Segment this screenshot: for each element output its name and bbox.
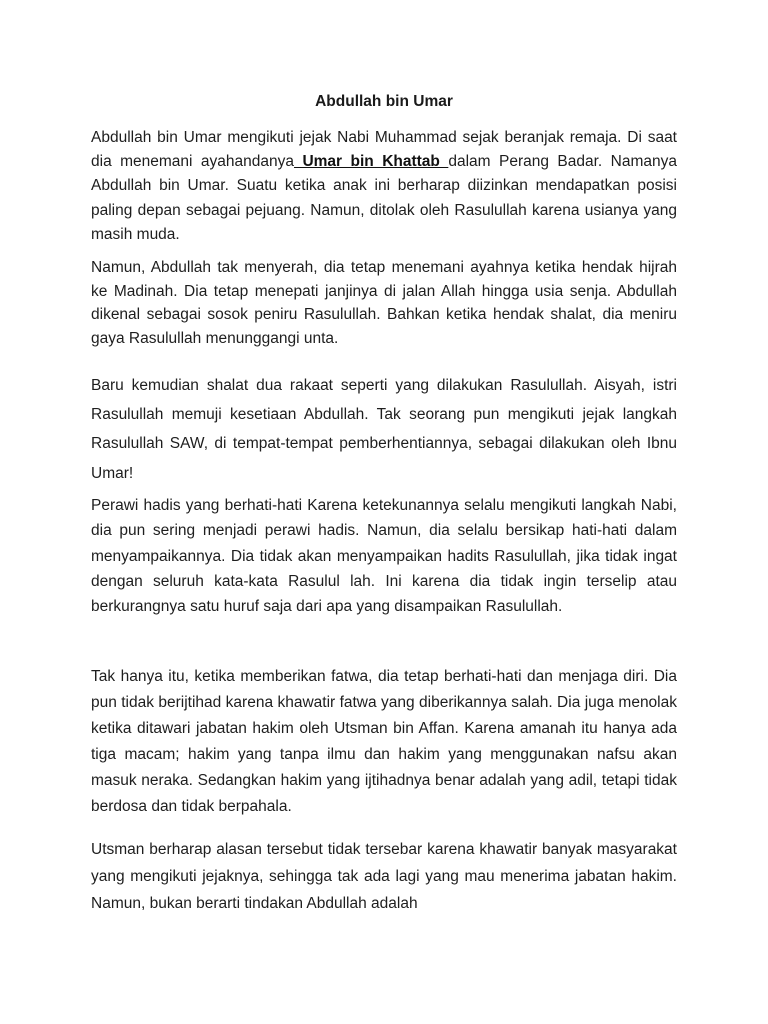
- paragraph-1: [91, 126, 677, 247]
- paragraph-6: Utsman berharap alasan tersebut tidak tersebar karena khawatir banyak masyarakat yang mengikuti jejaknya, sehingga tak ada lagi yang mau menerima jabatan hakim. Namun, bukan berarti tindakan Abdullah adalah: [91, 841, 677, 913]
- paragraph-1-text-start: Abdullah bin Umar mengikuti jejak Nabi Muhammad sejak beranjak remaja. Di saat dia menemani ayahandanya: [91, 129, 677, 171]
- paragraph-3: Baru kemudian shalat dua rakaat seperti yang dilakukan Rasulullah. Aisyah, istri Rasulullah memuji kesetiaan Abdullah. Tak seorang pun mengikuti jejak langkah Rasulullah SAW, di tempat-tempat pemberhentiannya, sebagai dilakukan oleh Ibnu Umar!: [91, 377, 677, 482]
- paragraph-2: Namun, Abdullah tak menyerah, dia tetap menemani ayahnya ketika hendak hijrah ke Madinah. Dia tetap menepati janjinya di jalan Allah hingga usia senja. Abdullah dikenal sebagai sosok peniru Rasulullah. Bahkan ketika hendak shalat, dia meniru gaya Rasulullah menunggangi unta.: [91, 259, 677, 347]
- paragraph-1-text-end: dalam Perang Badar. Namanya Abdullah bin Umar. Suatu ketika anak ini berharap diizinkan mendapatkan posisi paling depan sebagai pejuang. Namun, ditolak oleh Rasulullah karena usianya yang masih muda.: [91, 153, 677, 243]
- paragraph-4: Perawi hadis yang berhati-hati Karena ketekunannya selalu mengikuti langkah Nabi, dia pun sering menjadi perawi hadis. Namun, dia selalu bersikap hati-hati dalam menyampaikannya. Dia tidak akan menyampaikan hadits Rasulullah, jika tidak ingat dengan seluruh kata-kata Rasulul lah. Ini karena dia tidak ingin terselip atau berkurangnya satu huruf saja dari apa yang disampaikan Rasulullah.: [91, 497, 677, 616]
- umar-bin-khattab-link[interactable]: Umar bin Khattab: [294, 153, 449, 171]
- document-title: Abdullah bin Umar: [315, 93, 453, 110]
- paragraph-5: Tak hanya itu, ketika memberikan fatwa, dia tetap berhati-hati dan menjaga diri. Dia pun tidak berijtihad karena khawatir fatwa yang diberikannya salah. Dia juga menolak ketika ditawari jabatan hakim oleh Utsman bin Affan. Karena amanah itu hanya ada tiga macam; hakim yang tanpa ilmu dan hakim yang menggunakan nafsu akan masuk neraka. Sedangkan hakim yang ijtihadnya benar adalah yang adil, tetapi tidak berdosa dan tidak berpahala.: [91, 668, 677, 815]
